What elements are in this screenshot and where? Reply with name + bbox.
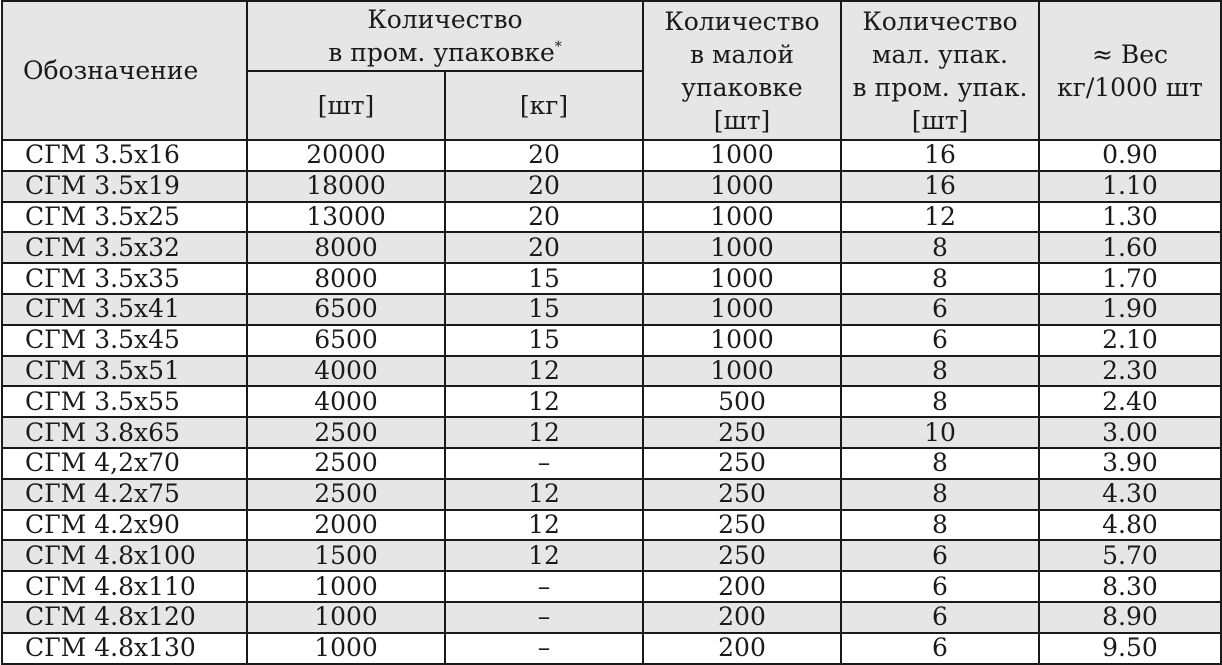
cell-qty-pcs: 8000 [247,263,445,294]
header-qty-small-in-industrial [841,1,1039,140]
cell-qty-small-in-industrial: 6 [841,633,1039,664]
header-qty-industrial [247,1,643,71]
cell-qty-small-in-industrial: 8 [841,263,1039,294]
cell-qty-small: 1000 [643,202,841,233]
cell-qty-small: 1000 [643,140,841,171]
cell-qty-kg: – [445,633,643,664]
cell-qty-kg: 15 [445,325,643,356]
cell-qty-small-in-industrial: 16 [841,140,1039,171]
cell-qty-pcs: 1000 [247,633,445,664]
cell-weight: 3.90 [1039,448,1221,479]
cell-qty-kg: 12 [445,540,643,571]
header-weight-line1: ≈ Вес [1091,39,1169,69]
cell-qty-pcs: 2500 [247,479,445,510]
cell-qty-pcs: 4000 [247,356,445,387]
cell-designation: СГМ 3.5x51 [2,356,247,387]
cell-weight: 8.30 [1039,571,1221,602]
cell-weight: 1.90 [1039,294,1221,325]
cell-qty-small: 250 [643,448,841,479]
header-designation: Обозначение [2,1,247,140]
cell-qty-small: 250 [643,540,841,571]
table-header [2,1,1221,140]
cell-designation: СГМ 3.5x35 [2,263,247,294]
cell-weight: 3.00 [1039,417,1221,448]
cell-weight: 9.50 [1039,633,1221,664]
cell-qty-small-in-industrial: 8 [841,232,1039,263]
cell-qty-small: 1000 [643,325,841,356]
cell-qty-small-in-industrial: 6 [841,325,1039,356]
table-row [2,417,1221,448]
cell-qty-small-in-industrial: 8 [841,356,1039,387]
header-qty-small [643,1,841,140]
cell-designation: СГМ 4,2x70 [2,448,247,479]
table-row [2,602,1221,633]
cell-designation: СГМ 4.8x130 [2,633,247,664]
table-row [2,356,1221,387]
cell-qty-kg: 20 [445,232,643,263]
cell-weight: 4.30 [1039,479,1221,510]
cell-weight: 1.30 [1039,202,1221,233]
header-qty-industrial-line2-text: в пром. упаковке [328,38,555,67]
cell-qty-small: 1000 [643,232,841,263]
table-row [2,325,1221,356]
cell-qty-pcs: 20000 [247,140,445,171]
cell-weight: 8.90 [1039,602,1221,633]
cell-qty-kg: 12 [445,510,643,541]
cell-qty-kg: 20 [445,140,643,171]
cell-qty-small-in-industrial: 10 [841,417,1039,448]
table-row [2,140,1221,171]
cell-weight: 2.40 [1039,386,1221,417]
cell-qty-small: 250 [643,479,841,510]
cell-qty-small-in-industrial: 8 [841,510,1039,541]
table-row [2,202,1221,233]
cell-designation: СГМ 3.5x55 [2,386,247,417]
cell-weight: 1.60 [1039,232,1221,263]
cell-qty-small-in-industrial: 6 [841,540,1039,571]
header-qty-small-line3: упаковке [681,72,803,102]
cell-qty-small: 250 [643,510,841,541]
cell-weight: 5.70 [1039,540,1221,571]
cell-qty-kg: – [445,602,643,633]
cell-designation: СГМ 3.5x16 [2,140,247,171]
table-row [2,479,1221,510]
cell-qty-small-in-industrial: 16 [841,171,1039,202]
cell-qty-pcs: 13000 [247,202,445,233]
table-body [2,140,1221,664]
cell-qty-small: 1000 [643,356,841,387]
cell-qty-small: 1000 [643,294,841,325]
header-unit-kg: [кг] [445,71,643,140]
cell-qty-pcs: 6500 [247,325,445,356]
cell-qty-pcs: 8000 [247,232,445,263]
cell-qty-small: 1000 [643,171,841,202]
cell-qty-pcs: 4000 [247,386,445,417]
cell-designation: СГМ 4.2x90 [2,510,247,541]
cell-qty-pcs: 1000 [247,571,445,602]
cell-qty-small: 200 [643,571,841,602]
cell-qty-kg: 12 [445,356,643,387]
header-qty-sii-line2: мал. упак. [872,39,1008,69]
table-row [2,386,1221,417]
cell-qty-kg: 12 [445,417,643,448]
header-qty-sii-line1: Количество [862,6,1018,36]
table-row [2,263,1221,294]
cell-qty-kg: 12 [445,479,643,510]
cell-designation: СГМ 3.5x19 [2,171,247,202]
cell-qty-pcs: 1500 [247,540,445,571]
cell-weight: 1.10 [1039,171,1221,202]
cell-weight: 2.10 [1039,325,1221,356]
cell-designation: СГМ 4.2x75 [2,479,247,510]
table-row [2,294,1221,325]
cell-qty-small-in-industrial: 8 [841,479,1039,510]
cell-weight: 2.30 [1039,356,1221,387]
header-qty-industrial-line1: Количество [367,5,523,34]
cell-qty-small: 200 [643,633,841,664]
cell-qty-pcs: 2000 [247,510,445,541]
header-qty-small-line2: в малой [690,39,794,69]
header-qty-sii-line3: в пром. упак. [852,72,1028,102]
cell-qty-pcs: 2500 [247,448,445,479]
header-qty-sii-line4: [шт] [911,105,969,135]
cell-qty-small: 200 [643,602,841,633]
cell-designation: СГМ 4.8x100 [2,540,247,571]
cell-qty-kg: 20 [445,171,643,202]
cell-qty-small-in-industrial: 6 [841,602,1039,633]
cell-designation: СГМ 3.5x32 [2,232,247,263]
cell-qty-small-in-industrial: 8 [841,448,1039,479]
cell-qty-pcs: 6500 [247,294,445,325]
table-row [2,540,1221,571]
cell-weight: 4.80 [1039,510,1221,541]
header-qty-industrial-line2 [248,36,642,69]
cell-qty-small-in-industrial: 6 [841,571,1039,602]
cell-designation: СГМ 3.5x45 [2,325,247,356]
cell-designation: СГМ 3.5x25 [2,202,247,233]
table-row [2,510,1221,541]
cell-designation: СГМ 4.8x110 [2,571,247,602]
table-row [2,171,1221,202]
header-weight-line2: кг/1000 шт [1057,72,1203,102]
cell-qty-small-in-industrial: 6 [841,294,1039,325]
table-row [2,571,1221,602]
cell-qty-pcs: 1000 [247,602,445,633]
cell-qty-pcs: 18000 [247,171,445,202]
table-row [2,232,1221,263]
cell-qty-kg: 12 [445,386,643,417]
cell-qty-kg: 15 [445,263,643,294]
product-table [1,0,1222,665]
cell-qty-small-in-industrial: 12 [841,202,1039,233]
table-row [2,633,1221,664]
header-weight [1039,1,1221,140]
table-row [2,448,1221,479]
cell-weight: 0.90 [1039,140,1221,171]
cell-designation: СГМ 3.5x41 [2,294,247,325]
cell-qty-kg: – [445,448,643,479]
header-qty-small-line4: [шт] [713,105,771,135]
cell-weight: 1.70 [1039,263,1221,294]
footnote-mark: * [554,39,562,55]
cell-qty-kg: – [445,571,643,602]
header-unit-pcs: [шт] [247,71,445,140]
cell-qty-small-in-industrial: 8 [841,386,1039,417]
cell-qty-small: 250 [643,417,841,448]
cell-qty-pcs: 2500 [247,417,445,448]
cell-qty-kg: 20 [445,202,643,233]
cell-qty-kg: 15 [445,294,643,325]
cell-designation: СГМ 3.8x65 [2,417,247,448]
header-qty-small-line1: Количество [664,6,820,36]
cell-qty-small: 500 [643,386,841,417]
cell-qty-small: 1000 [643,263,841,294]
cell-designation: СГМ 4.8x120 [2,602,247,633]
